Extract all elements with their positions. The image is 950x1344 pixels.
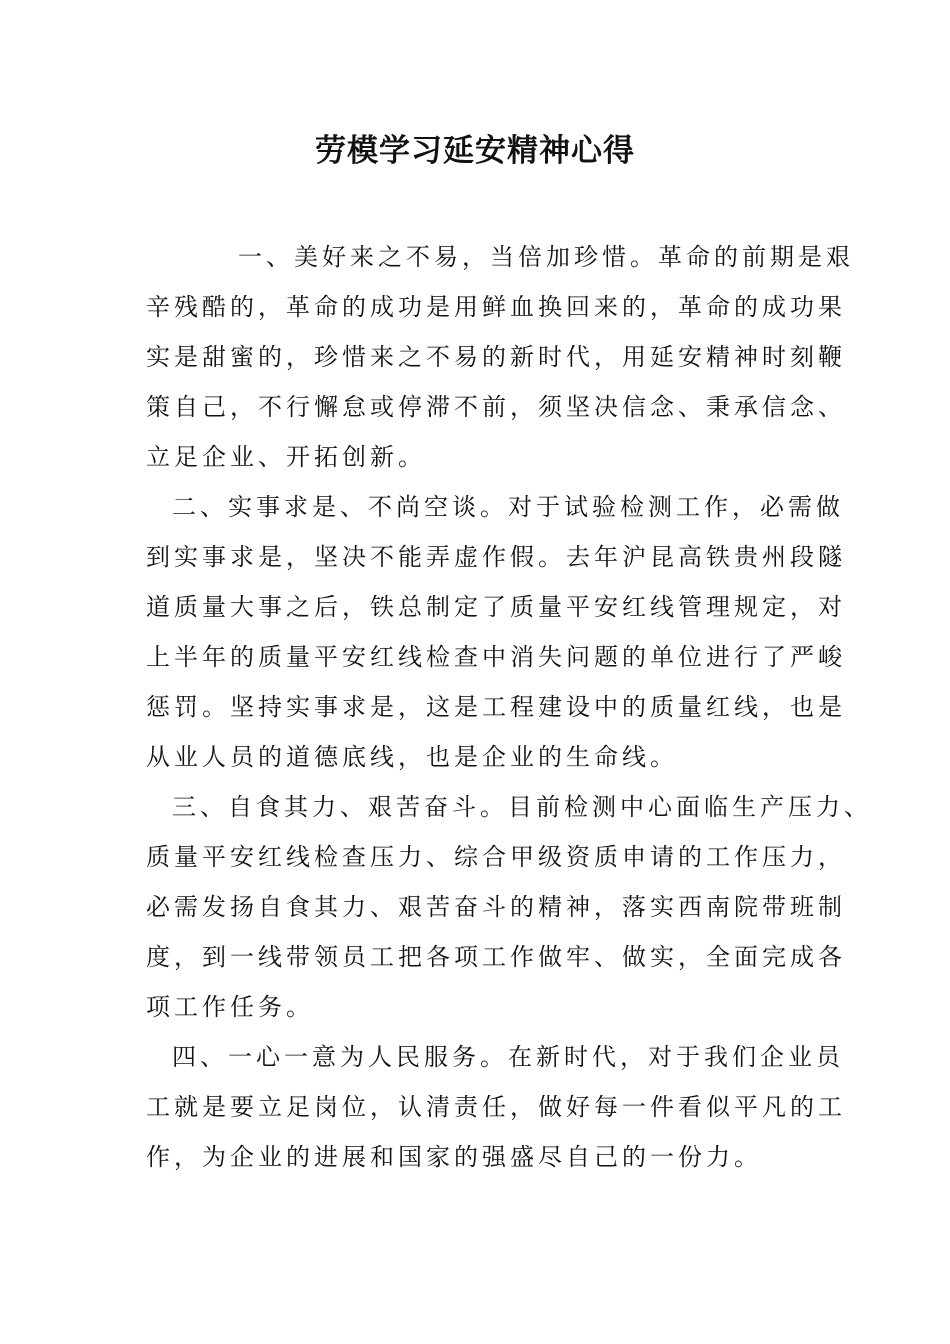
paragraph-line: 辛残酷的，革命的成功是用鲜血换回来的，革命的成功果: [146, 293, 846, 321]
paragraph-line: 到实事求是，坚决不能弄虚作假。去年沪昆高铁贵州段隧: [146, 543, 846, 571]
paragraph-line: 二、实事求是、不尚空谈。对于试验检测工作，必需做: [172, 493, 844, 521]
paragraph-line: 惩罚。坚持实事求是，这是工程建设中的质量红线，也是: [146, 693, 846, 721]
paragraph-line: 立足企业、开拓创新。: [146, 443, 426, 471]
paragraph-line: 策自己，不行懈怠或停滞不前，须坚决信念、秉承信念、: [146, 393, 846, 421]
paragraph-2: [146, 482, 846, 782]
paragraph-line: 作，为企业的进展和国家的强盛尽自己的一份力。: [146, 1143, 762, 1171]
paragraph-line: 实是甜蜜的，珍惜来之不易的新时代，用延安精神时刻鞭: [146, 343, 846, 371]
paragraph-line: 质量平安红线检查压力、综合甲级资质申请的工作压力，: [146, 843, 846, 871]
paragraph-line: 四、一心一意为人民服务。在新时代，对于我们企业员: [172, 1043, 844, 1071]
paragraph-line: 三、自食其力、艰苦奋斗。目前检测中心面临生产压力、: [172, 793, 872, 821]
paragraph-3: [146, 782, 872, 1032]
paragraph-line: 工就是要立足岗位，认清责任，做好每一件看似平凡的工: [146, 1093, 846, 1121]
paragraph-4: [146, 1032, 846, 1182]
paragraph-line: 度，到一线带领员工把各项工作做牢、做实，全面完成各: [146, 943, 846, 971]
paragraph-line: 上半年的质量平安红线检查中消失问题的单位进行了严峻: [146, 643, 846, 671]
paragraph-line: 必需发扬自食其力、艰苦奋斗的精神，落实西南院带班制: [146, 893, 846, 921]
paragraph-1: [146, 232, 854, 482]
paragraph-line: 项工作任务。: [146, 993, 314, 1021]
paragraph-line: 一、美好来之不易，当倍加珍惜。革命的前期是艰: [238, 243, 854, 271]
paragraph-line: 从业人员的道德底线，也是企业的生命线。: [146, 743, 678, 771]
document-title: 劳模学习延安精神心得: [315, 133, 635, 169]
paragraph-line: 道质量大事之后，铁总制定了质量平安红线管理规定，对: [146, 593, 846, 621]
